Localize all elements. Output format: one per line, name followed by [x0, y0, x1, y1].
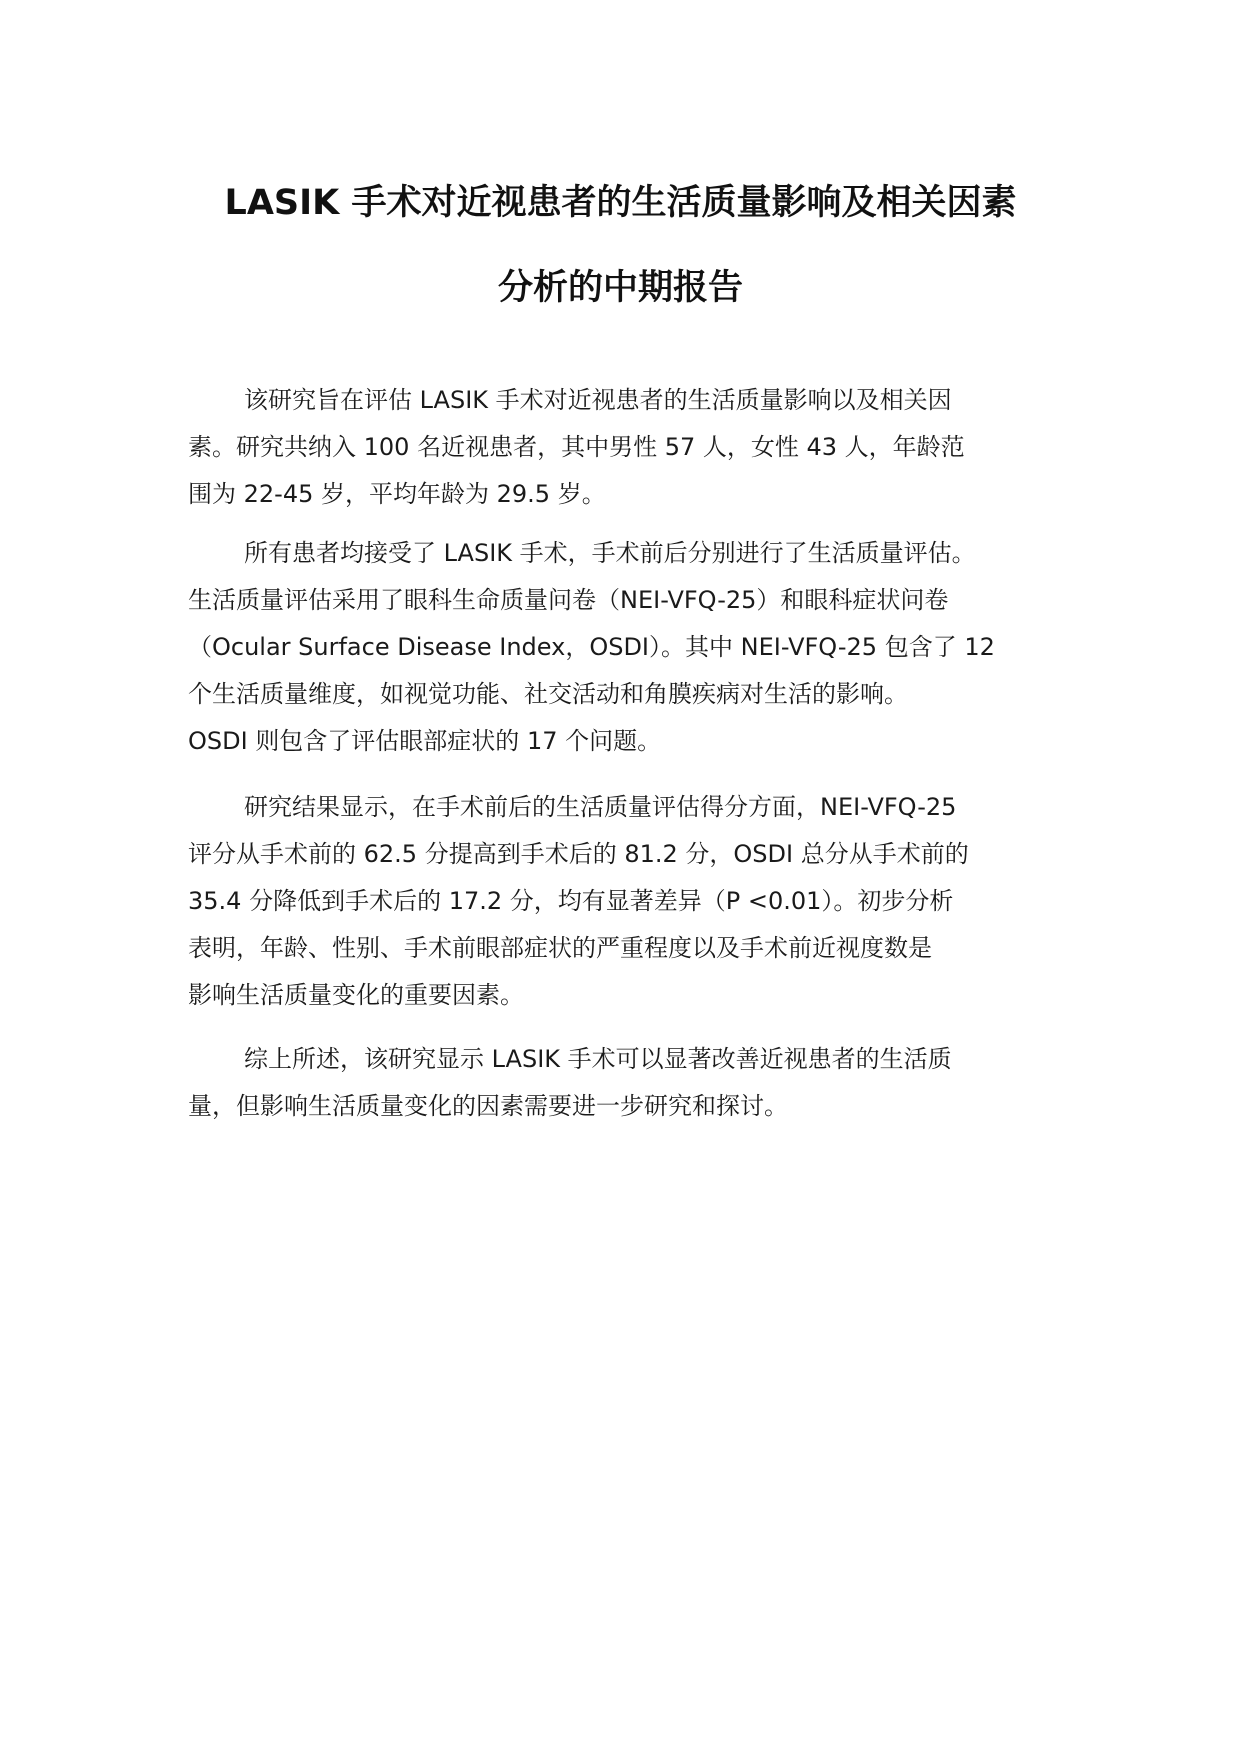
paragraph-4 — [188, 1036, 1088, 1130]
paragraph-line: OSDI 则包含了评估眼部症状的 17 个问题。 — [188, 727, 662, 755]
document-title-line-1: LASIK 手术对近视患者的生活质量影响及相关因素 — [224, 183, 1017, 223]
paragraph-line: 量，但影响生活质量变化的因素需要进一步研究和探讨。 — [188, 1092, 788, 1120]
paragraph-line: 素。研究共纳入 100 名近视患者，其中男性 57 人，女性 43 人，年龄范 — [188, 433, 965, 461]
paragraph-line: 表明，年龄、性别、手术前眼部症状的严重程度以及手术前近视度数是 — [188, 934, 932, 962]
paragraph-line: （Ocular Surface Disease Index，OSDI）。其中 NEI-VFQ-25 包含了 12 — [188, 633, 995, 661]
paragraph-line: 所有患者均接受了 LASIK 手术，手术前后分别进行了生活质量评估。 — [244, 539, 976, 567]
paragraph-line: 综上所述，该研究显示 LASIK 手术可以显著改善近视患者的生活质 — [244, 1045, 952, 1073]
document-title-line-2: 分析的中期报告 — [497, 268, 743, 308]
paragraph-line: 评分从手术前的 62.5 分提高到手术后的 81.2 分，OSDI 总分从手术前的 — [188, 840, 969, 868]
paragraph-line: 研究结果显示，在手术前后的生活质量评估得分方面，NEI-VFQ-25 — [244, 793, 957, 821]
paragraph-line: 该研究旨在评估 LASIK 手术对近视患者的生活质量影响以及相关因 — [244, 386, 952, 414]
paragraph-line: 个生活质量维度，如视觉功能、社交活动和角膜疾病对生活的影响。 — [188, 680, 908, 708]
paragraph-line: 围为 22-45 岁，平均年龄为 29.5 岁。 — [188, 480, 606, 508]
paragraph-line: 生活质量评估采用了眼科生命质量问卷（NEI-VFQ-25）和眼科症状问卷 — [188, 586, 949, 614]
paragraph-1 — [188, 377, 1088, 518]
paragraph-line: 35.4 分降低到手术后的 17.2 分，均有显著差异（P <0.01）。初步分析 — [188, 887, 954, 915]
paragraph-3 — [188, 784, 1088, 1019]
paragraph-line: 影响生活质量变化的重要因素。 — [188, 981, 524, 1009]
paragraph-2 — [188, 530, 1088, 765]
